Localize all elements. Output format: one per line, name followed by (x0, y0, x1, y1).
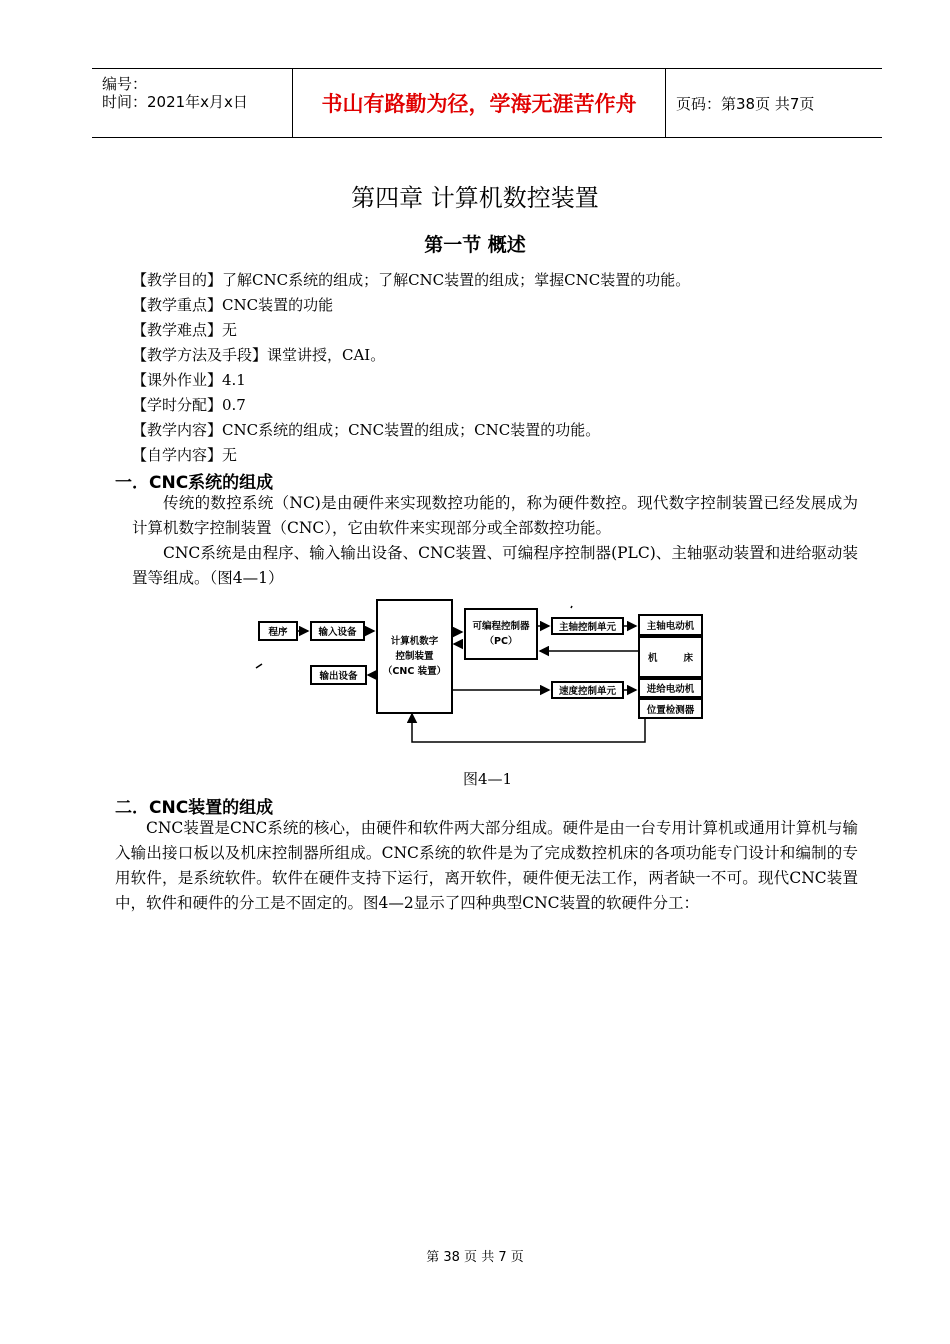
meta-item: 【学时分配】0.7 (132, 396, 246, 414)
speed-control-label: 速度控制单元 (558, 686, 616, 697)
cnc-label-line1: 计算机数字 (390, 636, 439, 647)
heading-cnc-unit: 二．CNC装置的组成 (115, 798, 274, 818)
input-device-box (310, 621, 365, 641)
page-label: 页码：第38页 共7页 (676, 94, 815, 113)
meta-item: 【教学方法及手段】课堂讲授，CAI。 (132, 346, 386, 364)
machine-label-right: 床 (683, 653, 693, 664)
cnc-unit-box (376, 599, 453, 714)
feed-motor-label: 进给电动机 (646, 684, 695, 695)
machine-label-left: 机 (648, 653, 658, 664)
teaching-meta-list (132, 268, 690, 468)
header-info-cell (92, 69, 293, 137)
paragraph-cnc-components: CNC系统是由程序、输入输出设备、CNC装置、可编程序控制器(PLC)、主轴驱动装置和进给驱动装置等组成。（图4—1） (132, 544, 858, 587)
paragraph-cnc-unit: CNC装置是CNC系统的核心，由硬件和软件两大部分组成。硬件是由一台专用计算机或通用计算机与输入输出接口板以及机床控制器所组成。CNC系统的软件是为了完成数控机床的各项功能专门设计和编制的专用软件，是系统软件。软件在硬件支持下运行，离开软件，硬件便无法工作，两者缺一不可。现代CNC装置中，软件和硬件的分工是不固定的。图4—2显示了四种典型CNC装置的软硬件分工： (115, 819, 858, 912)
speed-control-box (551, 681, 624, 699)
plc-label-line1: 可编程控制器 (472, 621, 530, 632)
chapter-title: 第四章 计算机数控装置 (351, 184, 599, 212)
cnc-label-line2: 控制装置 (395, 651, 434, 662)
program-label: 程序 (268, 627, 288, 638)
meta-item: 【自学内容】无 (132, 446, 238, 464)
spindle-motor-box (638, 614, 703, 636)
plc-box (464, 608, 538, 660)
cnc-label-line3: （CNC 装置） (382, 666, 447, 677)
paragraph-nc-history: 传统的数控系统（NC)是由硬件来实现数控功能的，称为硬件数控。现代数字控制装置已经发展成为计算机数字控制装置（CNC），它由软件来实现部分或全部数控功能。 (132, 494, 858, 537)
spindle-control-box (551, 617, 624, 635)
position-detector-box (638, 698, 703, 719)
position-detector-label: 位置检测器 (646, 704, 695, 716)
feed-motor-box (638, 678, 703, 698)
number-label: 编号： (102, 75, 148, 93)
output-device-label: 输出设备 (319, 671, 358, 682)
spindle-motor-label: 主轴电动机 (646, 621, 695, 632)
meta-item: 【课外作业】4.1 (132, 371, 246, 389)
figure-caption: 图4—1 (462, 770, 513, 788)
page-footer: 第 38 页 共 7 页 (426, 1250, 524, 1265)
section-title: 第一节 概述 (424, 234, 526, 256)
meta-item: 【教学目的】了解CNC系统的组成；了解CNC装置的组成；掌握CNC装置的功能。 (132, 271, 691, 289)
meta-item: 【教学难点】无 (132, 321, 238, 339)
output-device-box (310, 665, 367, 685)
heading-cnc-system: 一．CNC系统的组成 (115, 473, 274, 493)
cnc-system-diagram (250, 594, 720, 754)
time-label: 时间：2021年x月x日 (102, 93, 248, 111)
program-box (258, 621, 298, 641)
machine-tool-box (638, 636, 703, 678)
motto: 书山有路勤为径，学海无涯苦作舟 (293, 69, 666, 137)
plc-label-line2: （PC） (484, 636, 518, 647)
meta-item: 【教学重点】CNC装置的功能 (132, 296, 334, 314)
meta-item: 【教学内容】CNC系统的组成；CNC装置的组成；CNC装置的功能。 (132, 421, 601, 439)
input-device-label: 输入设备 (318, 627, 357, 638)
spindle-control-label: 主轴控制单元 (558, 622, 616, 633)
page-header (92, 68, 882, 138)
